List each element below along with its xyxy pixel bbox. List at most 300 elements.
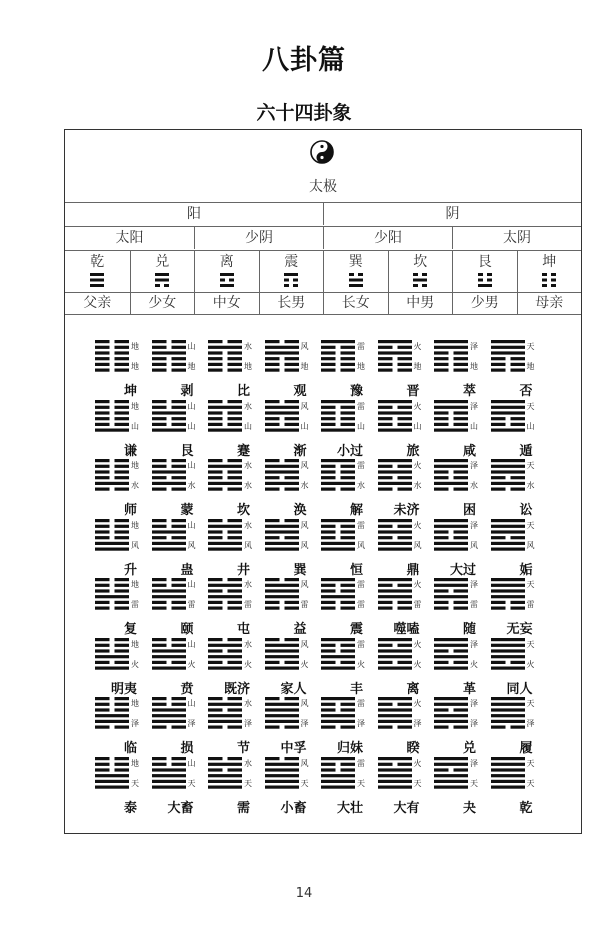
hexagram-symbol (152, 399, 188, 435)
upper-trigram-label: 地 (131, 520, 139, 530)
lower-trigram-label: 火 (357, 659, 365, 669)
lower-trigram-label: 水 (526, 481, 535, 490)
hexagram-symbol (95, 577, 131, 613)
upper-trigram-label: 水 (244, 520, 252, 530)
hexagram-symbol (208, 458, 244, 494)
trigram-name: 兑 (155, 254, 170, 270)
page-subtitle: 六十四卦象 (256, 102, 352, 124)
hexagram-name: 鼎 (406, 562, 420, 578)
hexagram-cell (491, 696, 553, 756)
hexagram-symbol (378, 458, 414, 494)
lower-trigram-label: 山 (300, 421, 309, 431)
yang-label: 阳 (187, 206, 201, 222)
hexagram-name: 讼 (519, 503, 533, 518)
hexagram-symbol (265, 518, 301, 554)
lower-trigram-label: 雷 (526, 600, 535, 609)
trigram-symbol (349, 271, 363, 287)
hexagram-symbol (95, 637, 131, 673)
upper-trigram-label: 山 (187, 461, 196, 470)
trigram-name: 乾 (90, 254, 105, 270)
hexagram-name: 坤 (123, 384, 137, 399)
hexagram-cell (491, 339, 553, 399)
hexagram-name: 噬嗑 (393, 622, 420, 637)
lower-trigram-label: 火 (413, 659, 422, 669)
hexagram-name: 剥 (180, 384, 194, 399)
upper-trigram-label: 火 (413, 639, 422, 649)
hexagram-symbol (95, 696, 131, 732)
hexagram-name: 益 (293, 622, 307, 637)
hexagram-name: 巽 (293, 562, 307, 578)
upper-trigram-label: 风 (300, 580, 309, 589)
hexagram-name: 大壮 (336, 800, 363, 816)
yin-yang-row (65, 202, 581, 226)
lower-trigram-label: 地 (470, 362, 478, 371)
lower-trigram-label: 地 (526, 362, 535, 371)
hexagram-symbol (321, 696, 357, 732)
hexagram-symbol (208, 339, 244, 375)
hexagram-name: 渐 (293, 443, 307, 459)
hexagram-symbol (265, 637, 301, 673)
hexagram-symbol (152, 458, 188, 494)
upper-trigram-label: 天 (526, 639, 535, 649)
hexagram-symbol (491, 399, 527, 435)
trigram-symbol (90, 271, 104, 287)
hexagram-symbol (265, 339, 301, 375)
hexagram-symbol (95, 339, 131, 375)
lower-trigram-label: 天 (357, 778, 365, 788)
hexagram-name: 革 (462, 681, 476, 697)
hexagram-name: 夬 (462, 800, 476, 816)
hexagram-name: 比 (236, 384, 250, 399)
upper-trigram-label: 天 (526, 580, 535, 589)
trigram-symbol (220, 271, 234, 287)
upper-trigram-label: 风 (300, 461, 309, 470)
hexagram-name: 否 (519, 384, 533, 399)
family-label: 长女 (323, 293, 388, 315)
hexagram-symbol (95, 756, 131, 792)
hexagram-name: 蹇 (236, 443, 250, 459)
hexagram-name: 归妹 (336, 741, 363, 756)
trigram-symbol (284, 271, 298, 287)
lower-trigram-label: 泽 (526, 719, 535, 728)
hexagram-symbol (434, 637, 470, 673)
hexagram-name: 师 (123, 503, 137, 518)
upper-trigram-label: 泽 (470, 758, 478, 768)
lower-trigram-label: 天 (131, 778, 139, 788)
hexagram-name: 需 (236, 800, 250, 816)
hexagram-name: 损 (180, 741, 194, 756)
hexagram-name: 井 (236, 562, 250, 578)
hexagram-symbol (378, 399, 414, 435)
trigram-row (65, 250, 581, 292)
hexagram-symbol (321, 458, 357, 494)
family-row (65, 292, 581, 314)
trigram-symbol (413, 271, 427, 287)
lower-trigram-label: 山 (470, 421, 478, 431)
upper-trigram-label: 水 (244, 461, 252, 470)
hexagram-cell (491, 577, 553, 637)
trigram-cell (130, 251, 195, 293)
trigram-cell (452, 251, 517, 293)
hexagram-symbol (208, 399, 244, 435)
hexagram-name: 泰 (123, 800, 137, 816)
upper-trigram-label: 水 (244, 342, 252, 351)
family-label: 少男 (452, 293, 517, 315)
hexagram-name: 复 (123, 622, 137, 637)
lower-trigram-label: 泽 (470, 719, 478, 728)
upper-trigram-label: 泽 (470, 520, 478, 530)
hexagram-symbol (434, 756, 470, 792)
lower-trigram-label: 泽 (131, 719, 139, 728)
hexagram-symbol (152, 339, 188, 375)
upper-trigram-label: 雷 (357, 699, 365, 708)
upper-trigram-label: 雷 (357, 758, 365, 768)
hexagram-symbol (434, 518, 470, 554)
family-label: 中女 (194, 293, 259, 315)
lower-trigram-label: 水 (244, 481, 252, 490)
lower-trigram-label: 水 (470, 481, 478, 490)
hexagram-symbol (152, 518, 188, 554)
lower-trigram-label: 风 (413, 540, 422, 550)
upper-trigram-label: 地 (131, 758, 139, 768)
upper-trigram-label: 水 (244, 580, 252, 589)
upper-trigram-label: 火 (413, 342, 422, 351)
upper-trigram-label: 火 (413, 520, 422, 530)
lower-trigram-label: 火 (131, 659, 139, 669)
trigram-symbol (478, 271, 492, 287)
lower-trigram-label: 风 (187, 540, 196, 550)
hexagram-symbol (378, 518, 414, 554)
trigram-symbol (155, 271, 169, 287)
four-image-label: 少阴 (194, 227, 323, 249)
hexagram-name: 颐 (180, 622, 194, 637)
hexagram-cell (491, 637, 553, 697)
trigram-symbol (542, 271, 556, 287)
hexagram-symbol (208, 518, 244, 554)
yin-label: 阴 (323, 203, 581, 225)
hexagram-name: 明夷 (110, 681, 137, 697)
hexagram-symbol (321, 399, 357, 435)
hexagram-symbol (152, 696, 188, 732)
hexagram-name: 晋 (406, 384, 420, 399)
hexagram-name: 升 (123, 562, 137, 578)
lower-trigram-label: 泽 (300, 719, 309, 728)
upper-trigram-label: 雷 (357, 520, 365, 530)
hexagram-name: 中孚 (280, 741, 307, 756)
trigram-name: 巽 (348, 254, 363, 270)
upper-trigram-label: 火 (413, 461, 422, 470)
hexagram-name: 艮 (180, 443, 194, 459)
lower-trigram-label: 风 (470, 540, 478, 550)
hexagram-cell (491, 518, 553, 578)
four-images-row (65, 226, 581, 250)
upper-trigram-label: 山 (187, 580, 196, 589)
lower-trigram-label: 泽 (244, 719, 252, 728)
hexagram-symbol (208, 756, 244, 792)
lower-trigram-label: 地 (244, 362, 252, 371)
hexagram-symbol (265, 756, 301, 792)
lower-trigram-label: 水 (187, 481, 196, 490)
lower-trigram-label: 水 (300, 481, 309, 490)
hexagram-name: 萃 (462, 384, 476, 399)
trigram-cell (388, 251, 453, 293)
upper-trigram-label: 雷 (357, 461, 365, 470)
upper-trigram-label: 风 (300, 520, 309, 530)
hexagram-name: 丰 (349, 681, 363, 697)
lower-trigram-label: 水 (131, 481, 139, 490)
hexagram-name: 姤 (519, 562, 533, 578)
hexagram-symbol (434, 458, 470, 494)
hexagram-name: 兑 (462, 741, 476, 756)
family-label: 中男 (388, 293, 453, 315)
hexagram-name: 屯 (236, 622, 250, 637)
lower-trigram-label: 山 (413, 421, 422, 431)
hexagram-symbol (491, 518, 527, 554)
trigram-cell (65, 251, 130, 293)
hexagram-name: 小畜 (280, 800, 307, 816)
upper-trigram-label: 天 (526, 342, 535, 351)
hexagram-symbol (265, 696, 301, 732)
hexagram-symbol (265, 577, 301, 613)
hexagram-name: 豫 (349, 384, 363, 399)
lower-trigram-label: 山 (526, 421, 535, 431)
hexagram-name: 既济 (223, 681, 250, 697)
upper-trigram-label: 天 (526, 401, 535, 411)
upper-trigram-label: 泽 (470, 699, 478, 708)
hexagram-symbol (378, 696, 414, 732)
upper-trigram-label: 雷 (357, 580, 365, 589)
upper-trigram-label: 火 (413, 401, 422, 411)
upper-trigram-label: 天 (526, 461, 535, 470)
lower-trigram-label: 火 (300, 659, 309, 669)
lower-trigram-label: 风 (244, 540, 252, 550)
hexagram-name: 涣 (293, 503, 307, 518)
lower-trigram-label: 泽 (413, 719, 422, 728)
upper-trigram-label: 天 (526, 520, 535, 530)
lower-trigram-label: 山 (357, 421, 365, 431)
lower-trigram-label: 泽 (357, 719, 365, 728)
hexagram-symbol (321, 518, 357, 554)
lower-trigram-label: 天 (187, 778, 196, 788)
trigram-name: 震 (284, 254, 299, 270)
lower-trigram-label: 风 (300, 540, 309, 550)
hexagram-name: 未济 (393, 503, 420, 518)
hexagram-name: 随 (462, 622, 476, 637)
hexagram-cell (491, 756, 553, 816)
hexagram-name: 睽 (406, 741, 420, 756)
family-label: 长男 (259, 293, 324, 315)
lower-trigram-label: 天 (244, 778, 252, 788)
upper-trigram-label: 山 (187, 639, 196, 649)
hexagram-symbol (491, 756, 527, 792)
upper-trigram-label: 风 (300, 342, 309, 351)
lower-trigram-label: 风 (131, 540, 139, 550)
hexagram-symbol (95, 518, 131, 554)
upper-trigram-label: 地 (131, 639, 139, 649)
upper-trigram-label: 山 (187, 342, 196, 351)
upper-trigram-label: 风 (300, 758, 309, 768)
hexagram-grid (65, 314, 581, 834)
lower-trigram-label: 地 (413, 362, 422, 371)
hexagram-symbol (491, 696, 527, 732)
family-label: 母亲 (517, 293, 582, 315)
hexagram-name: 履 (519, 741, 533, 756)
hexagram-name: 大畜 (167, 800, 194, 816)
lower-trigram-label: 雷 (357, 600, 365, 609)
trigram-name: 坤 (542, 254, 557, 270)
upper-trigram-label: 水 (244, 699, 252, 708)
upper-trigram-label: 山 (187, 520, 196, 530)
hexagram-symbol (95, 399, 131, 435)
hexagram-name: 恒 (349, 562, 363, 578)
four-image-label: 少阳 (323, 227, 452, 249)
upper-trigram-label: 泽 (470, 342, 478, 351)
upper-trigram-label: 地 (131, 401, 139, 411)
upper-trigram-label: 水 (244, 639, 252, 649)
hexagram-symbol (321, 577, 357, 613)
upper-trigram-label: 山 (187, 401, 196, 411)
hexagram-symbol (378, 339, 414, 375)
hexagram-symbol (208, 577, 244, 613)
upper-trigram-label: 水 (244, 401, 252, 411)
lower-trigram-label: 天 (413, 778, 422, 788)
upper-trigram-label: 风 (300, 401, 309, 411)
lower-trigram-label: 地 (357, 362, 365, 371)
family-label: 父亲 (83, 295, 112, 311)
hexagram-name: 无妄 (506, 622, 533, 637)
upper-trigram-label: 雷 (357, 639, 365, 649)
upper-trigram-label: 山 (187, 699, 196, 708)
hexagram-symbol (321, 756, 357, 792)
upper-trigram-label: 泽 (470, 639, 478, 649)
hexagram-symbol (95, 458, 131, 494)
hexagram-name: 大过 (449, 562, 476, 578)
upper-trigram-label: 风 (300, 639, 309, 649)
upper-trigram-label: 火 (413, 758, 422, 768)
hexagram-symbol (434, 696, 470, 732)
hexagram-name: 解 (349, 503, 363, 518)
hexagram-name: 节 (236, 741, 250, 756)
lower-trigram-label: 泽 (187, 719, 196, 728)
lower-trigram-label: 天 (300, 778, 309, 788)
hexagram-name: 旅 (406, 443, 420, 459)
lower-trigram-label: 山 (131, 421, 139, 431)
lower-trigram-label: 山 (244, 421, 252, 431)
upper-trigram-label: 风 (300, 699, 309, 708)
hexagram-symbol (434, 399, 470, 435)
lower-trigram-label: 火 (244, 659, 252, 669)
lower-trigram-label: 天 (470, 778, 478, 788)
upper-trigram-label: 雷 (357, 342, 365, 351)
hexagram-symbol (378, 756, 414, 792)
hexagram-symbol (152, 577, 188, 613)
upper-trigram-label: 天 (526, 758, 535, 768)
hexagram-symbol (265, 458, 301, 494)
four-image-label: 太阳 (115, 230, 144, 246)
trigram-table (64, 129, 582, 834)
page-title: 八卦篇 (262, 45, 346, 76)
trigram-name: 离 (219, 254, 234, 270)
lower-trigram-label: 火 (526, 659, 535, 669)
hexagram-name: 咸 (462, 443, 476, 459)
hexagram-cell (491, 399, 553, 459)
lower-trigram-label: 水 (357, 481, 365, 490)
hexagram-symbol (491, 637, 527, 673)
yin-yang-icon (310, 140, 334, 164)
hexagram-name: 震 (349, 622, 363, 637)
trigram-name: 坎 (413, 254, 428, 270)
lower-trigram-label: 雷 (470, 600, 478, 609)
upper-trigram-label: 地 (131, 699, 139, 708)
upper-trigram-label: 天 (526, 699, 535, 708)
hexagram-name: 小过 (336, 443, 363, 459)
hexagram-name: 离 (406, 681, 420, 697)
hexagram-symbol (321, 637, 357, 673)
hexagram-symbol (208, 637, 244, 673)
lower-trigram-label: 地 (300, 362, 309, 371)
upper-trigram-label: 雷 (357, 401, 365, 411)
hexagram-symbol (434, 339, 470, 375)
hexagram-name: 观 (293, 384, 307, 399)
hexagram-name: 蛊 (180, 562, 194, 578)
hexagram-symbol (152, 637, 188, 673)
hexagram-symbol (378, 637, 414, 673)
upper-trigram-label: 泽 (470, 461, 478, 470)
hexagram-symbol (491, 577, 527, 613)
page-number: 14 (295, 886, 313, 901)
trigram-cell (194, 251, 259, 293)
lower-trigram-label: 水 (413, 481, 422, 490)
hexagram-name: 困 (462, 503, 476, 518)
upper-trigram-label: 水 (244, 758, 252, 768)
upper-trigram-label: 山 (187, 758, 196, 768)
hexagram-symbol (491, 458, 527, 494)
lower-trigram-label: 雷 (187, 600, 196, 609)
trigram-cell (259, 251, 324, 293)
lower-trigram-label: 雷 (244, 600, 252, 609)
lower-trigram-label: 天 (526, 778, 535, 788)
hexagram-symbol (208, 696, 244, 732)
upper-trigram-label: 地 (131, 580, 139, 589)
upper-trigram-label: 泽 (470, 580, 478, 589)
lower-trigram-label: 山 (187, 421, 196, 431)
four-image-label: 太阴 (452, 227, 581, 249)
lower-trigram-label: 风 (526, 540, 535, 550)
hexagram-symbol (378, 577, 414, 613)
upper-trigram-label: 火 (413, 699, 422, 708)
hexagram-name: 临 (123, 741, 137, 756)
lower-trigram-label: 火 (187, 659, 196, 669)
lower-trigram-label: 雷 (413, 600, 422, 609)
hexagram-name: 家人 (280, 681, 307, 697)
hexagram-name: 坎 (236, 503, 250, 518)
upper-trigram-label: 火 (413, 580, 422, 589)
hexagram-symbol (265, 399, 301, 435)
hexagram-name: 蒙 (180, 503, 194, 518)
upper-trigram-label: 泽 (470, 401, 478, 411)
lower-trigram-label: 地 (187, 362, 196, 371)
trigram-cell (517, 251, 582, 293)
taiji-label: 太极 (309, 179, 337, 195)
hexagram-symbol (491, 339, 527, 375)
hexagram-name: 谦 (123, 443, 137, 459)
hexagram-cell (491, 458, 553, 518)
taiji-header (65, 130, 581, 202)
hexagram-name: 贲 (180, 681, 194, 697)
hexagram-name: 遁 (519, 443, 533, 459)
lower-trigram-label: 地 (131, 362, 139, 371)
lower-trigram-label: 风 (357, 540, 365, 550)
